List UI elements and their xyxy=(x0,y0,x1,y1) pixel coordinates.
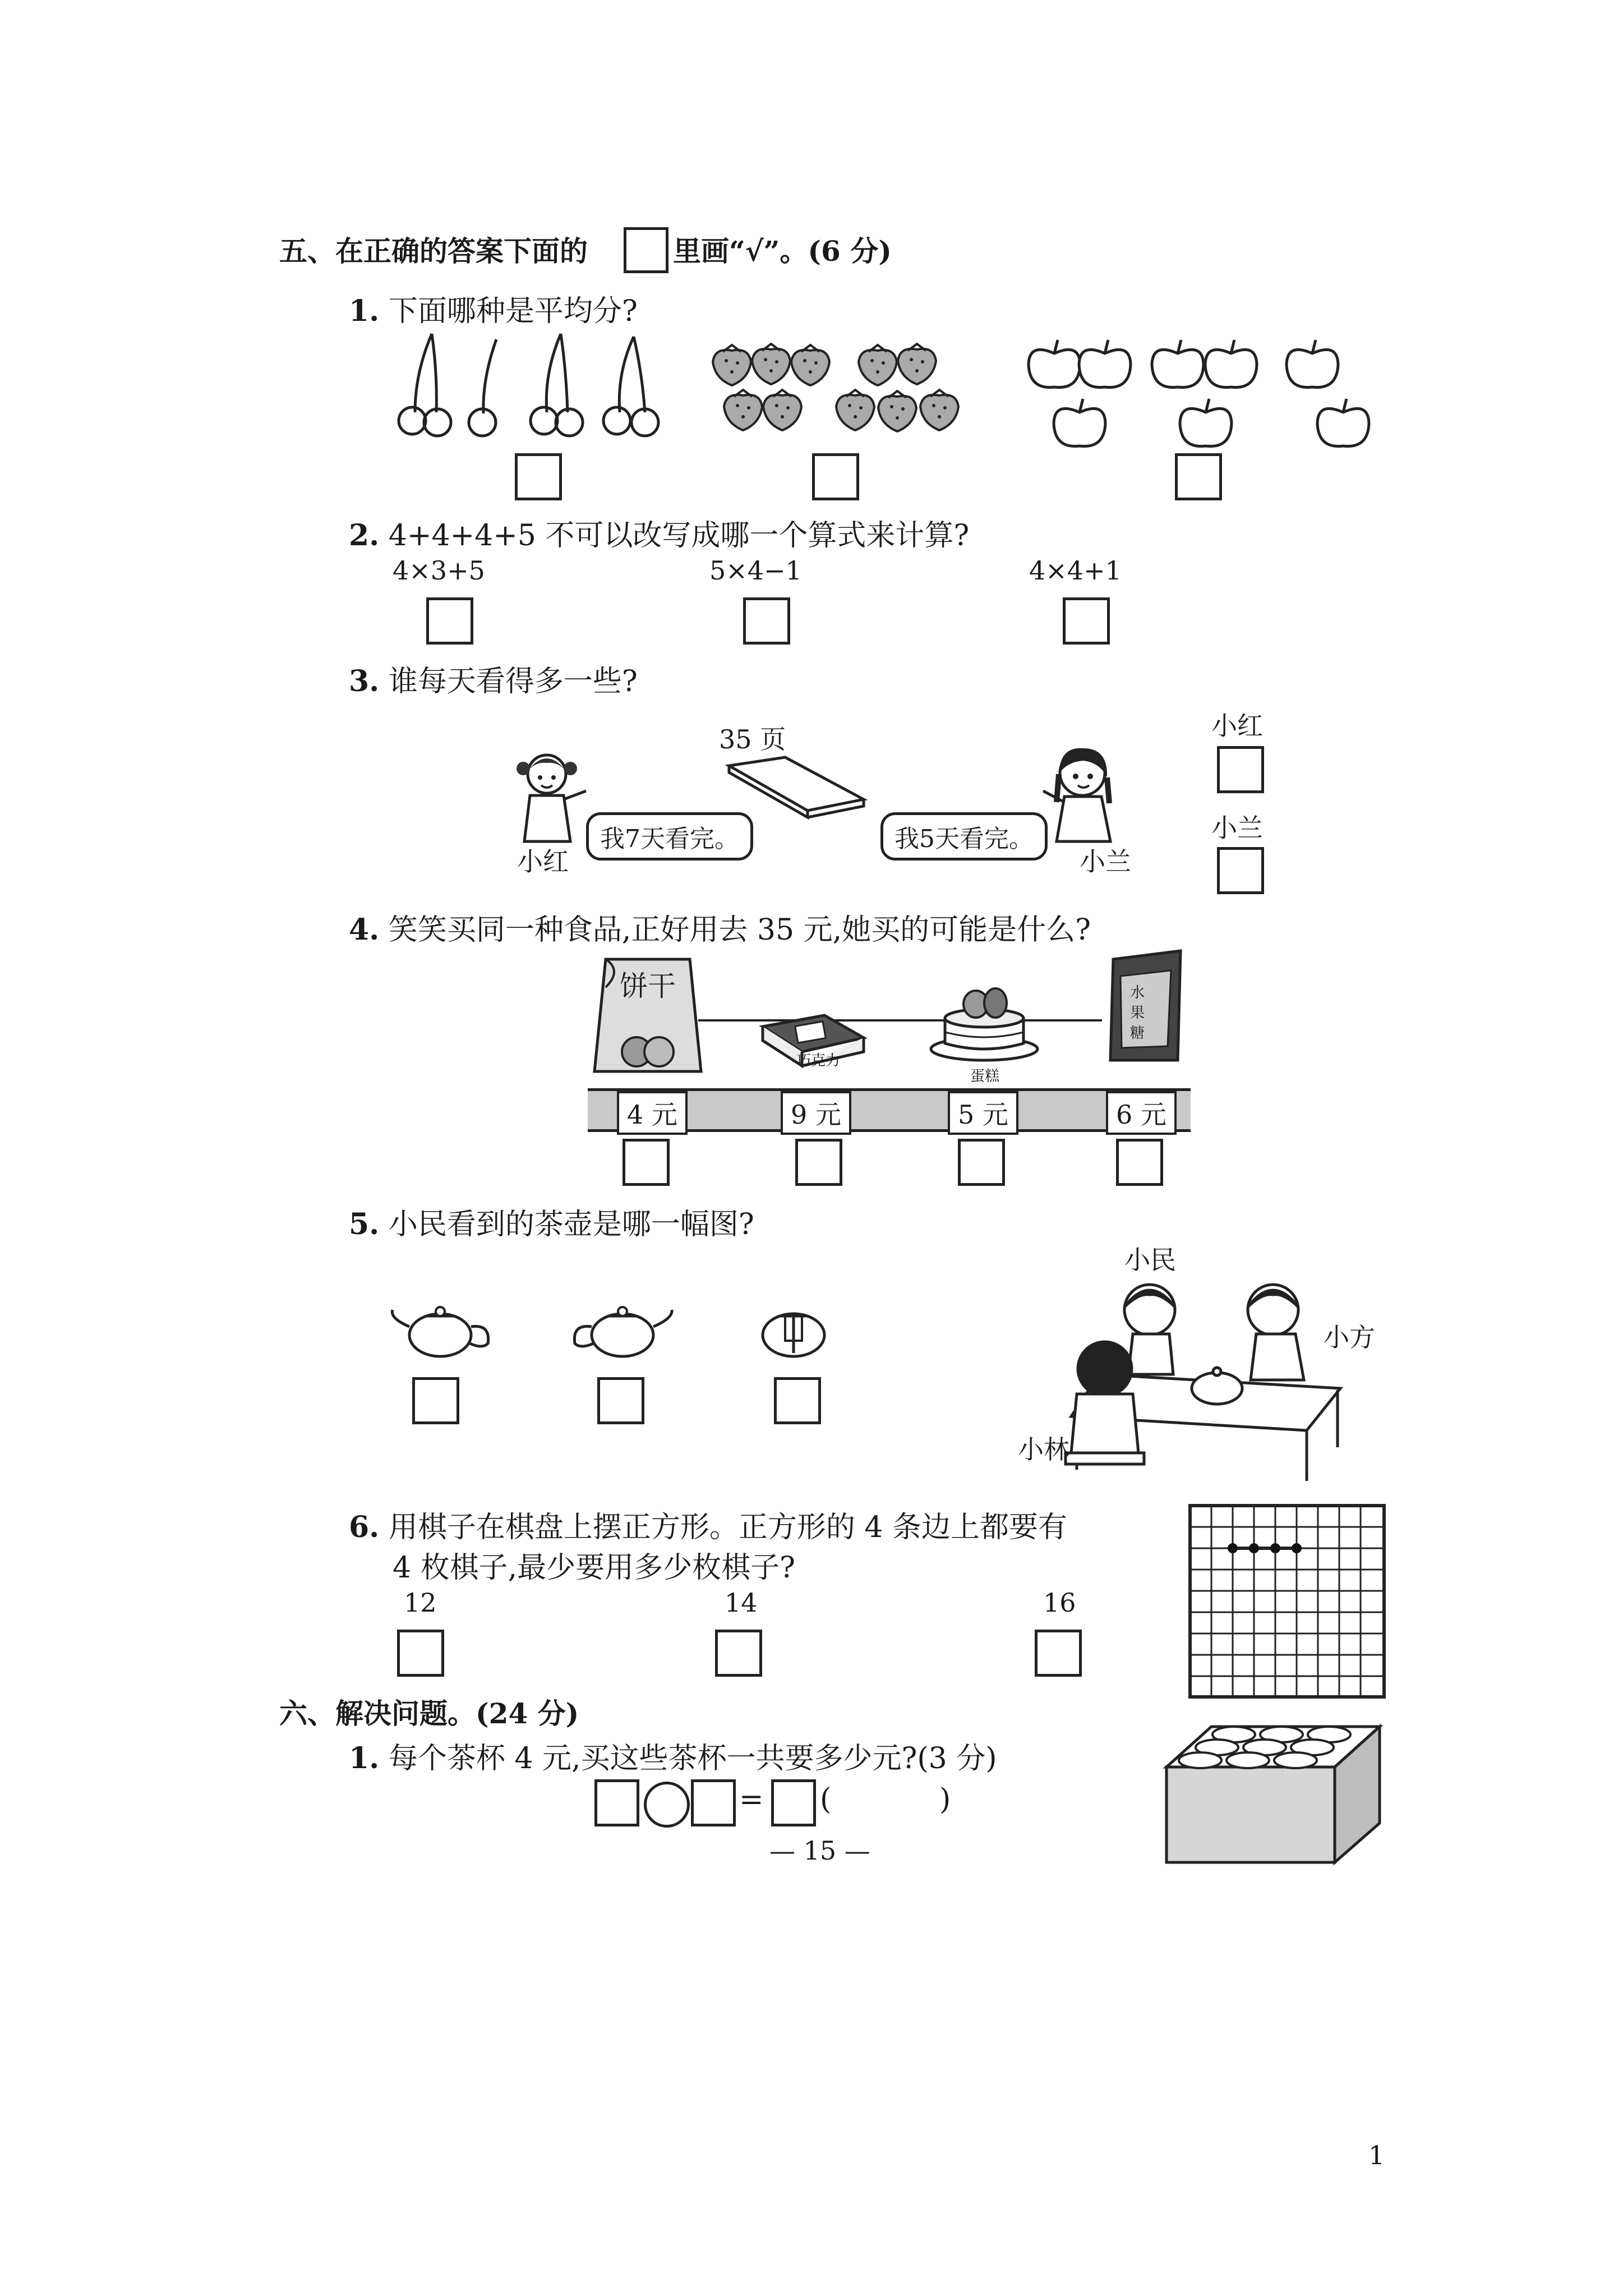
q4-price-4: 6 元 xyxy=(1106,1091,1177,1135)
q5-answer-box-2[interactable] xyxy=(597,1377,644,1424)
q5-text: 小民看到的茶壶是哪一幅图? xyxy=(388,1208,754,1241)
q6-answer-box-2[interactable] xyxy=(715,1630,762,1677)
q5-number: 5. xyxy=(349,1207,380,1241)
teapot-side-view-icon xyxy=(387,1301,494,1363)
q3-book-label: 35 页 xyxy=(719,724,786,754)
q3-right-speech-bubble: 我5天看完。 xyxy=(880,812,1048,861)
q4-price-1: 4 元 xyxy=(617,1091,688,1135)
q5-answer-box-3[interactable] xyxy=(774,1377,821,1424)
q1-answer-box-2[interactable] xyxy=(812,453,859,500)
children-at-table-icon xyxy=(1049,1268,1352,1481)
q4-answer-box-2[interactable] xyxy=(795,1139,842,1186)
section5-title-suffix: 里画“√”。(6 分) xyxy=(673,234,892,268)
biscuit-label: 饼干 xyxy=(620,970,676,1002)
q5-name-xiaofang: 小方 xyxy=(1324,1322,1375,1352)
q4-answer-box-3[interactable] xyxy=(958,1139,1005,1186)
strawberries-icon xyxy=(709,339,967,446)
book-icon xyxy=(723,754,869,816)
title-answer-box-icon xyxy=(624,227,668,273)
q1-number: 1. xyxy=(349,294,380,328)
teacup-crate-icon xyxy=(1161,1722,1385,1868)
q4-price-3: 5 元 xyxy=(948,1091,1018,1135)
s6q1-number: 1. xyxy=(349,1741,380,1775)
unit-answer-blank[interactable] xyxy=(841,1789,937,1818)
q4-price-2: 9 元 xyxy=(781,1091,851,1135)
q5-name-xiaomin: 小民 xyxy=(1124,1245,1176,1275)
corner-page-number: 1 xyxy=(1368,2140,1385,2170)
q2-text: 4+4+4+5 不可以改写成哪一个算式来计算? xyxy=(388,519,970,553)
equation-box-1[interactable] xyxy=(594,1779,639,1826)
q6-answer-box-3[interactable] xyxy=(1035,1630,1082,1677)
fruit-candy-bag-icon xyxy=(1105,948,1189,1066)
q3-left-speech-bubble: 我7天看完。 xyxy=(586,812,753,861)
q2-option-1-label: 4×3+5 xyxy=(393,555,485,586)
q1-text: 下面哪种是平均分? xyxy=(388,295,638,328)
q2-answer-box-1[interactable] xyxy=(426,597,473,645)
equation-paren-close: ) xyxy=(939,1783,951,1816)
q5-name-xiaolin: 小林 xyxy=(1018,1434,1069,1465)
q3-right-name: 小兰 xyxy=(1080,846,1131,877)
q1-answer-box-3[interactable] xyxy=(1175,453,1222,500)
q2-option-3-label: 4×4+1 xyxy=(1029,555,1122,586)
q3-option-2-label: 小兰 xyxy=(1211,813,1263,843)
q6-answer-box-1[interactable] xyxy=(397,1630,444,1677)
q3-left-name: 小红 xyxy=(517,846,569,877)
cake-label: 蛋糕 xyxy=(970,1068,1000,1085)
cherries-icon xyxy=(393,328,684,440)
q4-answer-box-4[interactable] xyxy=(1116,1139,1163,1186)
q4-text: 笑笑买同一种食品,正好用去 35 元,她买的可能是什么? xyxy=(388,913,1091,947)
q6-option-1-label: 12 xyxy=(404,1588,437,1618)
teapot-front-view-icon xyxy=(566,1301,679,1363)
q2-answer-box-3[interactable] xyxy=(1063,597,1110,645)
q4-answer-box-1[interactable] xyxy=(623,1139,670,1186)
q6-text-line1: 用棋子在棋盘上摆正方形。正方形的 4 条边上都要有 xyxy=(388,1511,1067,1544)
candy-label: 水果糖 xyxy=(1130,984,1145,1042)
cake-icon xyxy=(925,976,1043,1066)
equation-box-2[interactable] xyxy=(691,1779,736,1826)
section5-title-prefix: 五、在正确的答案下面的 xyxy=(279,234,588,268)
q3-answer-box-1[interactable] xyxy=(1217,746,1264,793)
q3-text: 谁每天看得多一些? xyxy=(388,665,638,698)
q3-answer-box-2[interactable] xyxy=(1217,847,1264,894)
q6-option-3-label: 16 xyxy=(1043,1588,1076,1618)
apples-icon xyxy=(1026,337,1374,454)
chocolate-label: 巧克力 xyxy=(796,1052,841,1069)
q6-option-2-label: 14 xyxy=(725,1588,758,1618)
q3-number: 3. xyxy=(349,664,380,698)
q6-number: 6. xyxy=(349,1510,380,1544)
equation-box-3[interactable] xyxy=(771,1779,816,1826)
q1-answer-box-1[interactable] xyxy=(515,453,562,500)
teapot-handle-view-icon xyxy=(751,1301,836,1363)
equation-operator-circle[interactable] xyxy=(644,1782,690,1828)
equation-paren-open: ( xyxy=(820,1783,832,1816)
q2-answer-box-2[interactable] xyxy=(743,597,790,645)
q4-number: 4. xyxy=(349,913,380,947)
q3-option-1-label: 小红 xyxy=(1211,711,1263,741)
page-number-footer: — 15 — xyxy=(769,1835,870,1866)
q5-answer-box-1[interactable] xyxy=(412,1377,459,1424)
s6q1-text: 每个茶杯 4 元,买这些茶杯一共要多少元?(3 分) xyxy=(388,1742,997,1775)
q2-number: 2. xyxy=(349,518,380,553)
girl-xiaohong-icon xyxy=(508,746,597,847)
q6-text-line2: 4 枚棋子,最少要用多少枚棋子? xyxy=(393,1551,796,1585)
chessboard-grid-icon xyxy=(1189,1504,1385,1698)
equation-equals-sign: = xyxy=(739,1783,764,1816)
section6-title: 六、解决问题。(24 分) xyxy=(279,1697,579,1730)
q2-option-2-label: 5×4−1 xyxy=(709,555,802,586)
